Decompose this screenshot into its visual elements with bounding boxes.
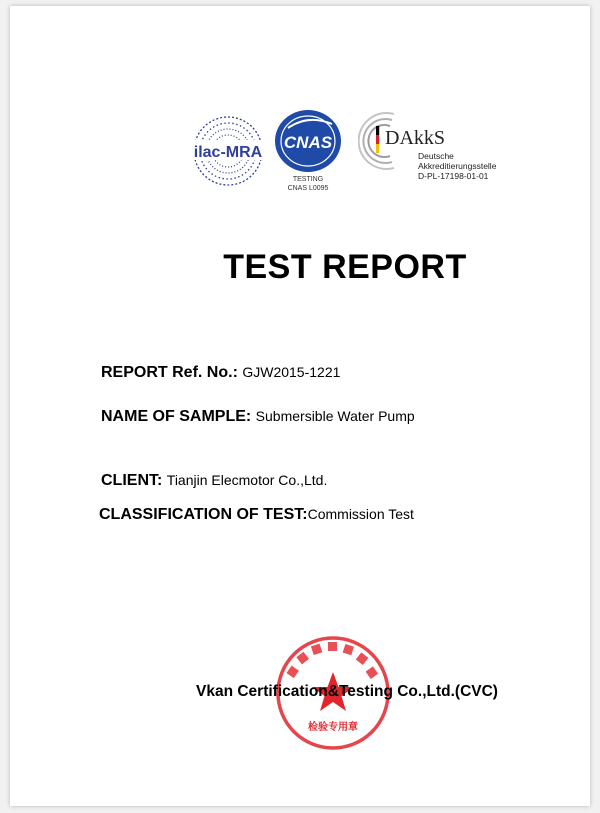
ilac-mra-logo (188, 106, 268, 196)
classification-label: CLASSIFICATION OF TEST: (99, 506, 308, 523)
report-ref-label: REPORT Ref. No.: (101, 364, 238, 381)
document-page (10, 6, 590, 806)
sample-name-label: NAME OF SAMPLE: (101, 408, 252, 425)
classification-field (99, 506, 414, 524)
svg-text:检验专用章: 检验专用章 (308, 722, 358, 733)
report-ref-field (101, 364, 340, 382)
svg-text:Akkreditierungsstelle: Akkreditierungsstelle (418, 161, 497, 171)
sample-name-field (101, 408, 415, 426)
svg-text:CNAS: CNAS (283, 133, 333, 152)
issuer-name: Vkan Certification&Testing Co.,Ltd.(CVC) (196, 683, 498, 700)
accreditation-logos (188, 106, 518, 196)
report-title: TEST REPORT (223, 248, 467, 286)
svg-text:ilac-MRA: ilac-MRA (193, 144, 263, 161)
sample-name-value: Submersible Water Pump (255, 408, 415, 424)
client-value: Tianjin Elecmotor Co.,Ltd. (166, 472, 328, 488)
client-field (101, 472, 327, 490)
svg-text:D-PL-17198-01-01: D-PL-17198-01-01 (418, 171, 489, 181)
report-ref-value: GJW2015-1221 (242, 364, 341, 380)
svg-text:Deutsche: Deutsche (418, 151, 454, 161)
client-label: CLIENT: (101, 472, 163, 489)
svg-text:TESTING: TESTING (292, 176, 324, 183)
dakks-logo (358, 106, 518, 196)
classification-value: Commission Test (307, 506, 414, 522)
cnas-logo (268, 106, 358, 196)
svg-text:CNAS L0095: CNAS L0095 (287, 185, 329, 192)
svg-text:DAkkS: DAkkS (385, 127, 446, 149)
